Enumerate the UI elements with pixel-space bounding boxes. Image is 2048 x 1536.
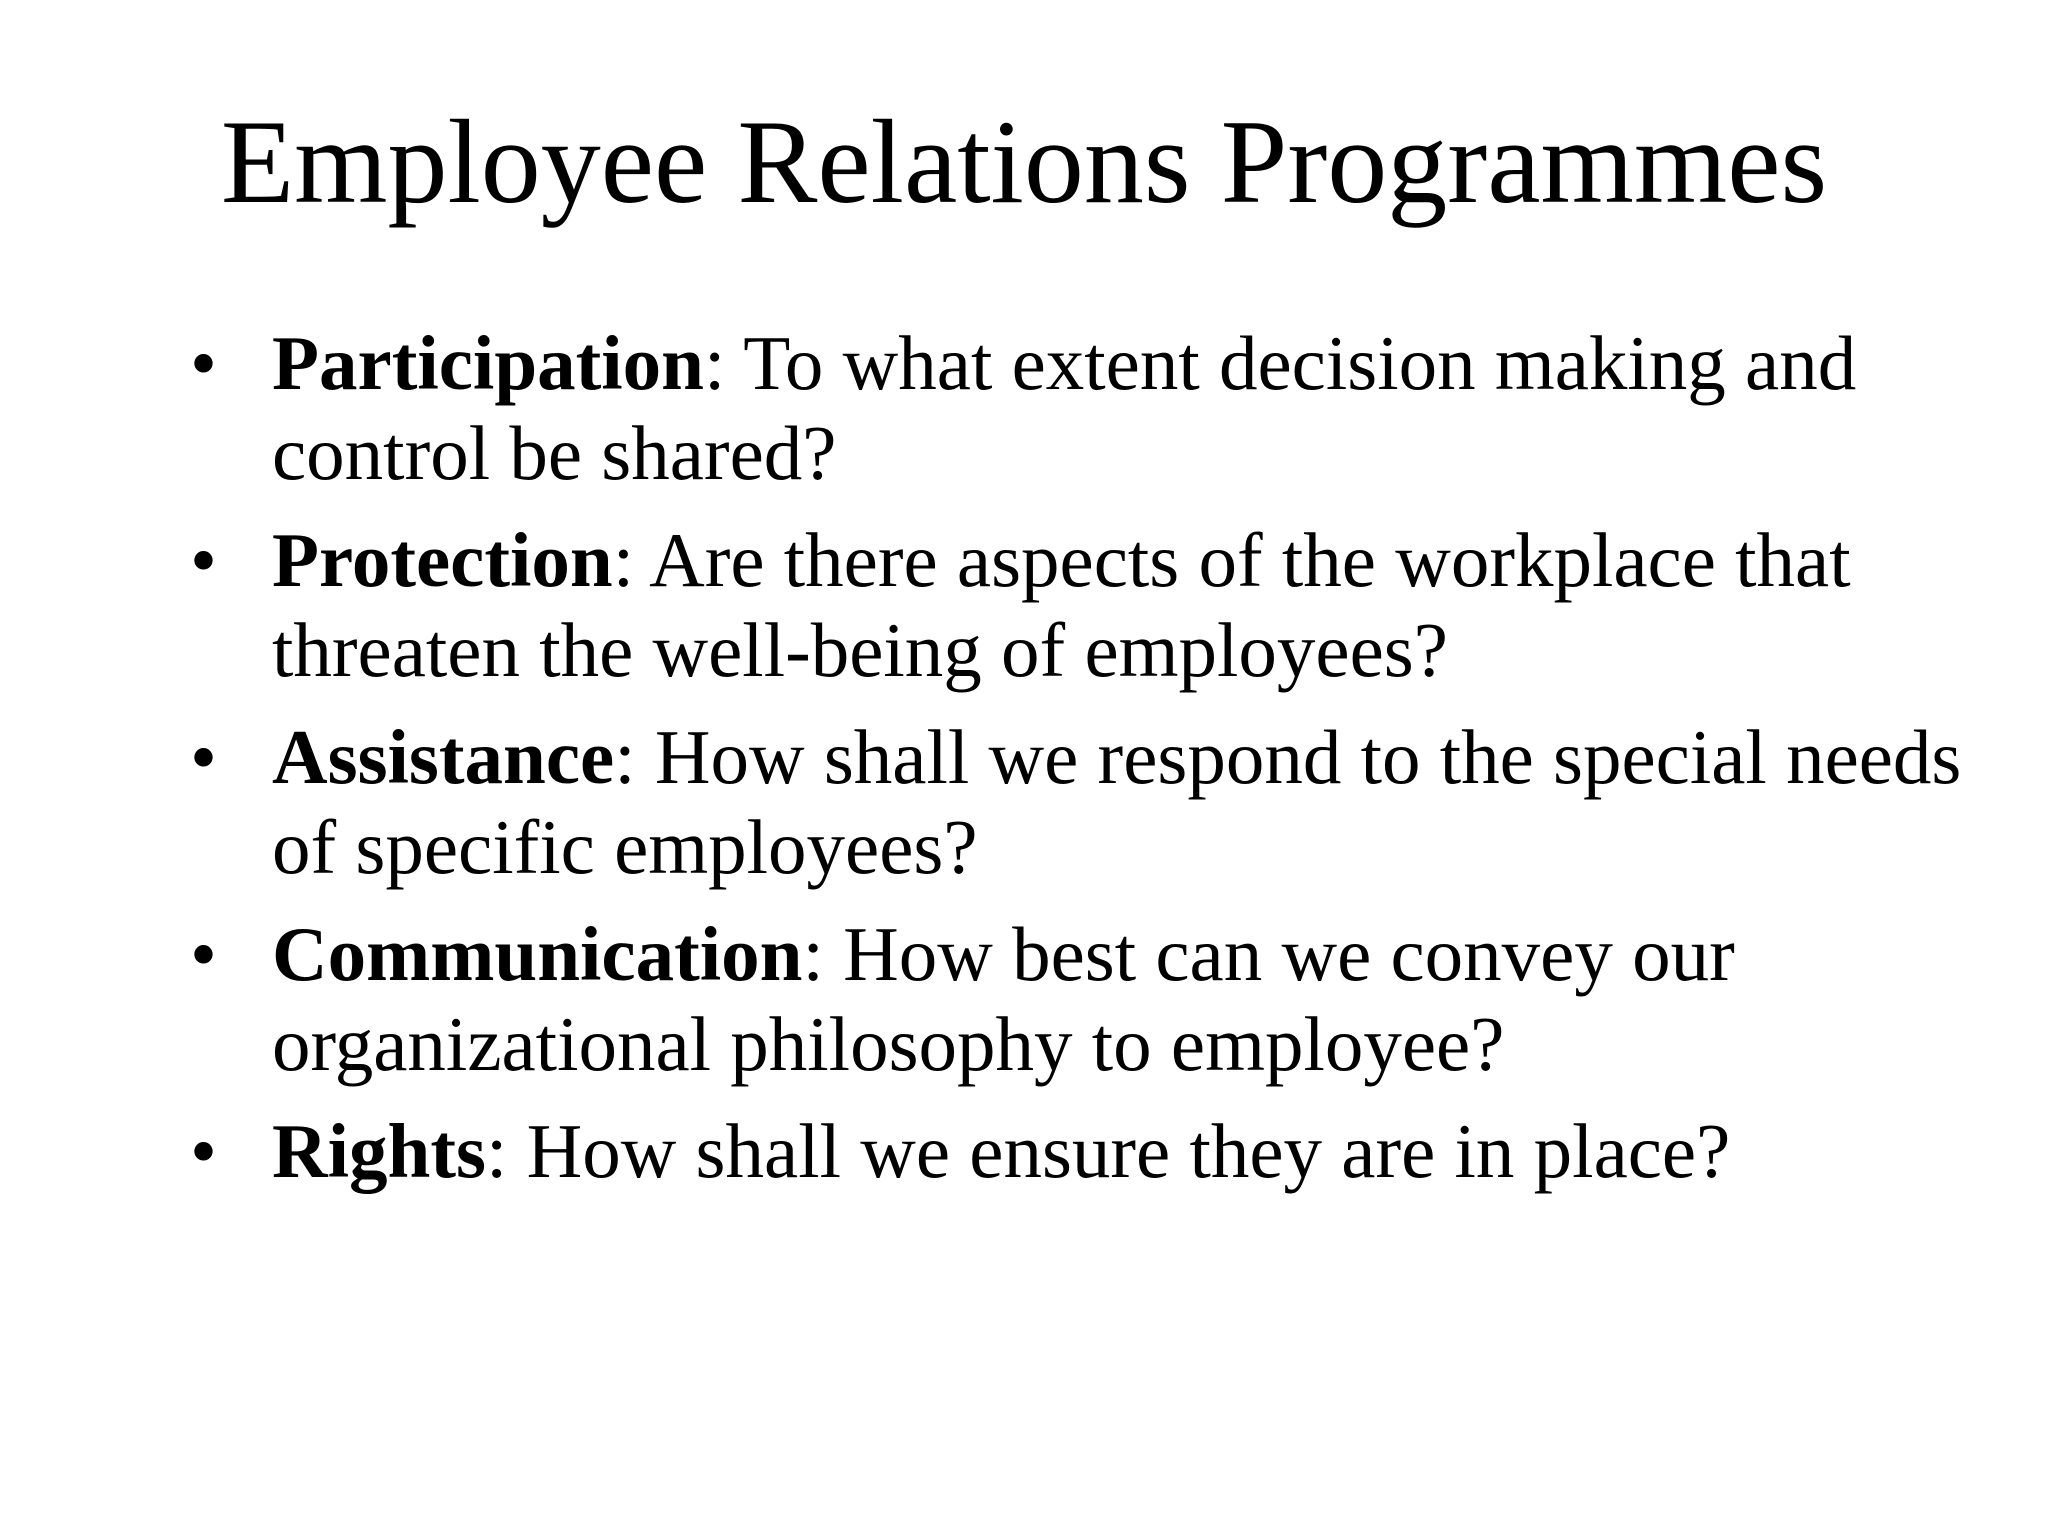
bullet-separator: : <box>802 911 824 997</box>
bullet-text: How shall we respond to the special needs of specific employees? <box>272 714 1962 890</box>
bullet-term: Protection <box>272 517 613 603</box>
bullet-term: Communication <box>272 911 803 997</box>
bullet-separator: : <box>704 320 726 406</box>
bullet-text: To what extent decision making and control be shared? <box>272 320 1857 496</box>
bullet-icon: • <box>190 517 217 603</box>
bullet-separator: : <box>612 517 635 603</box>
bullet-text: Are there aspects of the workplace that threaten the well-being of employees? <box>272 517 1851 693</box>
bullet-separator: : <box>485 1108 508 1194</box>
bullet-icon: • <box>190 320 217 406</box>
bullet-icon: • <box>190 1108 217 1194</box>
slide-title: Employee Relations Programmes <box>220 95 1828 228</box>
bullet-item-rights <box>190 1106 1970 1196</box>
bullet-term: Rights <box>272 1108 486 1194</box>
bullet-item-assistance <box>190 712 1970 892</box>
bullet-item-participation <box>190 318 1970 498</box>
bullet-separator: : <box>614 714 636 800</box>
bullet-text: How shall we ensure they are in place? <box>507 1108 1731 1194</box>
bullet-text: How best can we convey our organizational philosophy to employee? <box>272 911 1735 1087</box>
bullet-list <box>190 318 1970 1213</box>
bullet-icon: • <box>190 714 217 800</box>
bullet-item-protection <box>190 515 1970 695</box>
bullet-term: Participation <box>272 320 704 406</box>
bullet-term: Assistance <box>272 714 615 800</box>
bullet-icon: • <box>190 911 217 997</box>
bullet-item-communication <box>190 909 1970 1089</box>
